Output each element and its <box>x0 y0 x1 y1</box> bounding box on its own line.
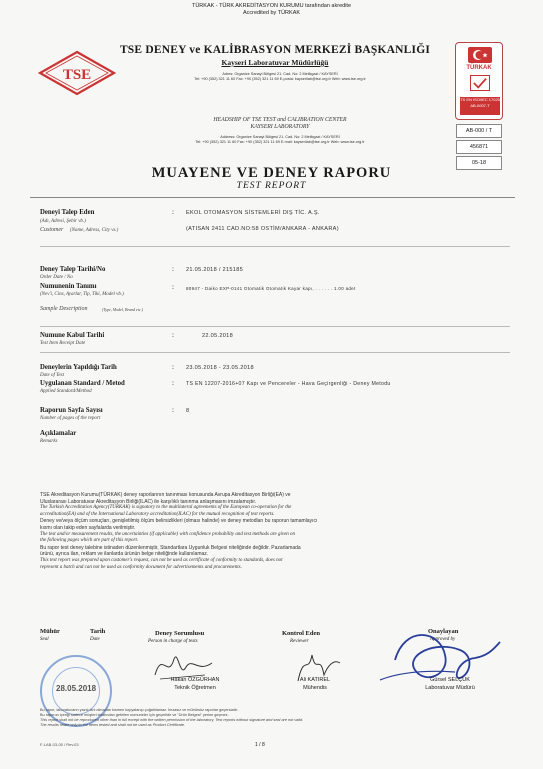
approver-label: Onaylayan <box>428 628 459 635</box>
tester-name: Hakan ÖZGÜRHAN <box>170 677 220 683</box>
report-number-box: 456871 <box>456 140 502 154</box>
crescent-star-icon <box>468 47 492 63</box>
requester-value-name: EKOL OTOMASYON SİSTEMLERİ DIŞ TİC. A.Ş. <box>186 210 320 216</box>
request-date-label: Deney Talep Tarihi/No <box>40 266 106 273</box>
para-line: The Turkish Accreditation Agency(TÜRKAK) is signatory to the multilateral agreements of the European co-operation for the <box>40 505 292 511</box>
tse-logo-text: TSE <box>62 67 92 83</box>
requester-en-sub: (Name, Adress, City vs.) <box>70 228 119 233</box>
tester-en: Person in charge of tests <box>148 639 198 644</box>
sample-en-sub: (Type, Model, Brand etc.) <box>102 307 144 312</box>
standard-value: TS EN 12207-2016+07 Kapı ve Pencereler - Hava Geçirgenliği - Deney Metodu <box>186 381 391 387</box>
para-line: the following pages which are part of this report. <box>40 538 139 544</box>
sample-sub: (Nev'i, Cins, Ayarlar, Tip, Tiki, Model vb.) <box>40 292 124 297</box>
test-date-en: Date of Test <box>40 373 64 378</box>
page-count-label: Raporun Sayfa Sayısı <box>40 407 103 414</box>
requester-sub: (Adı, Adresi, Şehir vb.) <box>40 219 86 224</box>
accreditation-header <box>0 3 543 16</box>
sample-colon: : <box>172 283 174 291</box>
organization-title: TSE DENEY ve KALİBRASYON MERKEZİ BAŞKANLIĞI <box>119 44 431 56</box>
standard-label: Uygulanan Standard / Metod <box>40 380 125 387</box>
remarks-label: Açıklamalar <box>40 430 77 437</box>
para-line: kısmı olan takip eden sayfalarda verilmiştir. <box>40 524 136 531</box>
request-date-value: 21.05.2018 / 215185 <box>186 267 244 273</box>
para-line: TSE Akreditasyon Kurumu(TÜRKAK) deney raporlarının tanınması konusunda Avrupa Akreditasyon Birliği(EA) ve <box>40 492 291 498</box>
page-count-colon: : <box>172 406 174 414</box>
requester-value-address: (ATISAN 2411 CAD.NO:58 OSTİM/ANKARA - ANKARA) <box>186 226 339 232</box>
test-date-value: 23.05.2018 - 23.05.2018 <box>186 365 254 371</box>
report-title: MUAYENE VE DENEY RAPORU <box>151 165 392 181</box>
request-date-en: Order Date / No <box>40 275 73 280</box>
address-tr-line-1: Adres: Organize Sanayi Bölgesi 21. Cad. No: 2 Melikgazi / KAYSERİ <box>222 72 338 76</box>
turkak-badge <box>455 42 503 120</box>
address-en-line-1: Address: Organize Sanayi Bölgesi 21. Cad. No: 2 Melikgazi / KAYSERİ <box>220 135 340 139</box>
footnote-line: The results relate only to the items tested and shall not be used as Product Certificate. <box>40 723 185 727</box>
tse-logo-icon <box>38 50 116 96</box>
divider <box>40 246 510 247</box>
seal-label: Mühür <box>40 628 60 635</box>
date-label: Tarih <box>90 628 106 635</box>
report-date-value: 28.05.2018 <box>56 684 97 693</box>
test-date-label: Deneylerin Yapıldığı Tarih <box>40 364 117 371</box>
footnote-line: This report shall not be reproduced other than in full except with the written permission of the laboratory. Test reports without signature and seal are not valid. <box>40 718 304 722</box>
checker-label: Kontrol Eden <box>282 630 320 637</box>
receipt-date-en: Test Item Receipt Date <box>40 341 86 346</box>
checkmark-icon <box>470 75 490 91</box>
receipt-date-value: 22.05.2018 <box>202 333 233 339</box>
address-en-line-2: Tel: +90 (352) 321 11 60 Fax: +90 (352) 321 11 69 E-mail: kayserilab@tse.org.tr Web: www.tse.org.tr <box>195 140 365 144</box>
title-divider <box>30 197 515 198</box>
approver-signature-icon <box>375 620 505 695</box>
headship-en-line-2: KAYSERI LABORATORY <box>250 124 310 130</box>
approver-title: Laboratuvar Müdürü <box>425 685 475 691</box>
requester-label: Deneyi Talep Eden <box>40 209 95 216</box>
lab-code-box: AB-000 / T <box>456 124 502 138</box>
sample-value: 80947 - Daiko EXP-0141 Otomatik Otomatik Kayar kapı, . . . . . . 1.00 adet <box>186 286 356 291</box>
tester-label: Deney Sorumlusu <box>155 630 205 637</box>
approver-en: Approved by <box>430 637 456 642</box>
seal-en: Seal <box>40 637 49 642</box>
receipt-date-label: Numune Kabul Tarihi <box>40 332 105 339</box>
para-line: represent a batch and can not be used as conformity document for advertisements and procurements. <box>40 564 242 570</box>
approver-name: Gürsel SELÇUK <box>430 677 470 683</box>
page-number: 1 / 8 <box>255 742 265 748</box>
turkak-code-bar <box>460 97 500 115</box>
para-line: The test and/or measurement results, the uncertainties (if applicable) with confidence probability and test methods are given on <box>40 531 296 537</box>
date-en: Date <box>90 637 100 642</box>
checker-name: Ali KATIREL <box>299 677 331 683</box>
divider <box>40 326 510 327</box>
request-date-colon: : <box>172 265 174 273</box>
laboratory-title: Kayseri Laboratuvar Müdürlüğü <box>221 58 329 67</box>
checker-en: Reviewer <box>290 639 309 644</box>
footnote-line: Bu raporun içeriği sadece müşteri tarafından getirilen numuneler için geçerlidir ve "Ürün Belgesi" yerine geçmez. <box>40 713 229 717</box>
page-count-value: 8 <box>186 408 190 414</box>
para-line: Uluslararası Laboratuvar Akreditasyon Birliği(ILAC) ile karşılıklı tanınma anlaşmasını imzalamıştır. <box>40 498 257 505</box>
divider <box>40 352 510 353</box>
para-line: accreditation(EA) and of the International Laboratory accreditation(ILAC) for the mutual recognition of test reports. <box>40 511 275 517</box>
report-date-box: 05-18 <box>456 156 502 170</box>
requester-en: Customer <box>40 227 64 233</box>
footnote-line: Bu rapor, laboratuvarın yazılı izni olmadan kısmen kopyalanıp çoğaltılamaz. İmzasız ve mühürsüz raporlar geçersizdir. <box>40 708 239 712</box>
standard-colon: : <box>172 379 174 387</box>
accreditation-statement <box>40 492 510 571</box>
tester-title: Teknik Öğretmen <box>174 685 216 691</box>
para-line: This test report was prepared upon customer's request, can not be used as certificate of conformity to standards, does not <box>40 557 283 563</box>
page-count-en: Number of pages of the report <box>40 416 101 421</box>
sample-en: Sample Description <box>40 306 88 312</box>
requester-colon: : <box>172 208 174 216</box>
report-subtitle: TEST REPORT <box>236 181 307 191</box>
checker-title: Mühendis <box>303 685 327 691</box>
test-date-colon: : <box>172 363 174 371</box>
remarks-en: Remarks <box>40 439 58 444</box>
para-line: Bu rapor test deney talebine istinaden düzenlenmiştir, Standartlara Uygunluk Belgesi niteliğinde değildir. Pazarlamada <box>40 544 301 551</box>
para-line: Deney ve/veya ölçüm sonuçları, genişletilmiş ölçüm belirsizlikleri (olması halinde) ve deney metodları bu raporun tamamlayıcı <box>40 518 318 525</box>
address-tr-line-2: Tel: +90 (352) 321 11 60 Fax: +90 (352) 321 11 69 E-posta: kayserilab@tse.org.tr Web: www.tse.org.tr <box>194 77 366 81</box>
turkak-accreditation-no: AB-0007-T <box>470 103 490 108</box>
headship-en-line-1: HEADSHIP OF TSE TEST and CALIBRATION CENTER <box>213 117 347 123</box>
footnote-block <box>40 708 510 728</box>
para-line: ürünü, ayrıca ilan, reklam ve ilanlarda ürünün belge niteliğinde kullanılamaz. <box>40 551 209 558</box>
form-code: F-LAB-03-05 / Rev.03 <box>40 742 79 747</box>
sample-label: Numunenin Tanımı <box>40 283 97 290</box>
accreditation-line-tr: TÜRKAK - TÜRK AKREDİTASYON KURUMU tarafından akredite <box>191 3 352 9</box>
turkak-label: TÜRKAK <box>466 65 492 71</box>
receipt-date-colon: : <box>172 331 174 339</box>
standard-en: Applied Standard/Method <box>40 389 92 394</box>
accreditation-line-en: Accredited by TÜRKAK <box>242 9 301 16</box>
turkak-standard: TS EN ISO/IEC 17025 <box>460 97 500 102</box>
